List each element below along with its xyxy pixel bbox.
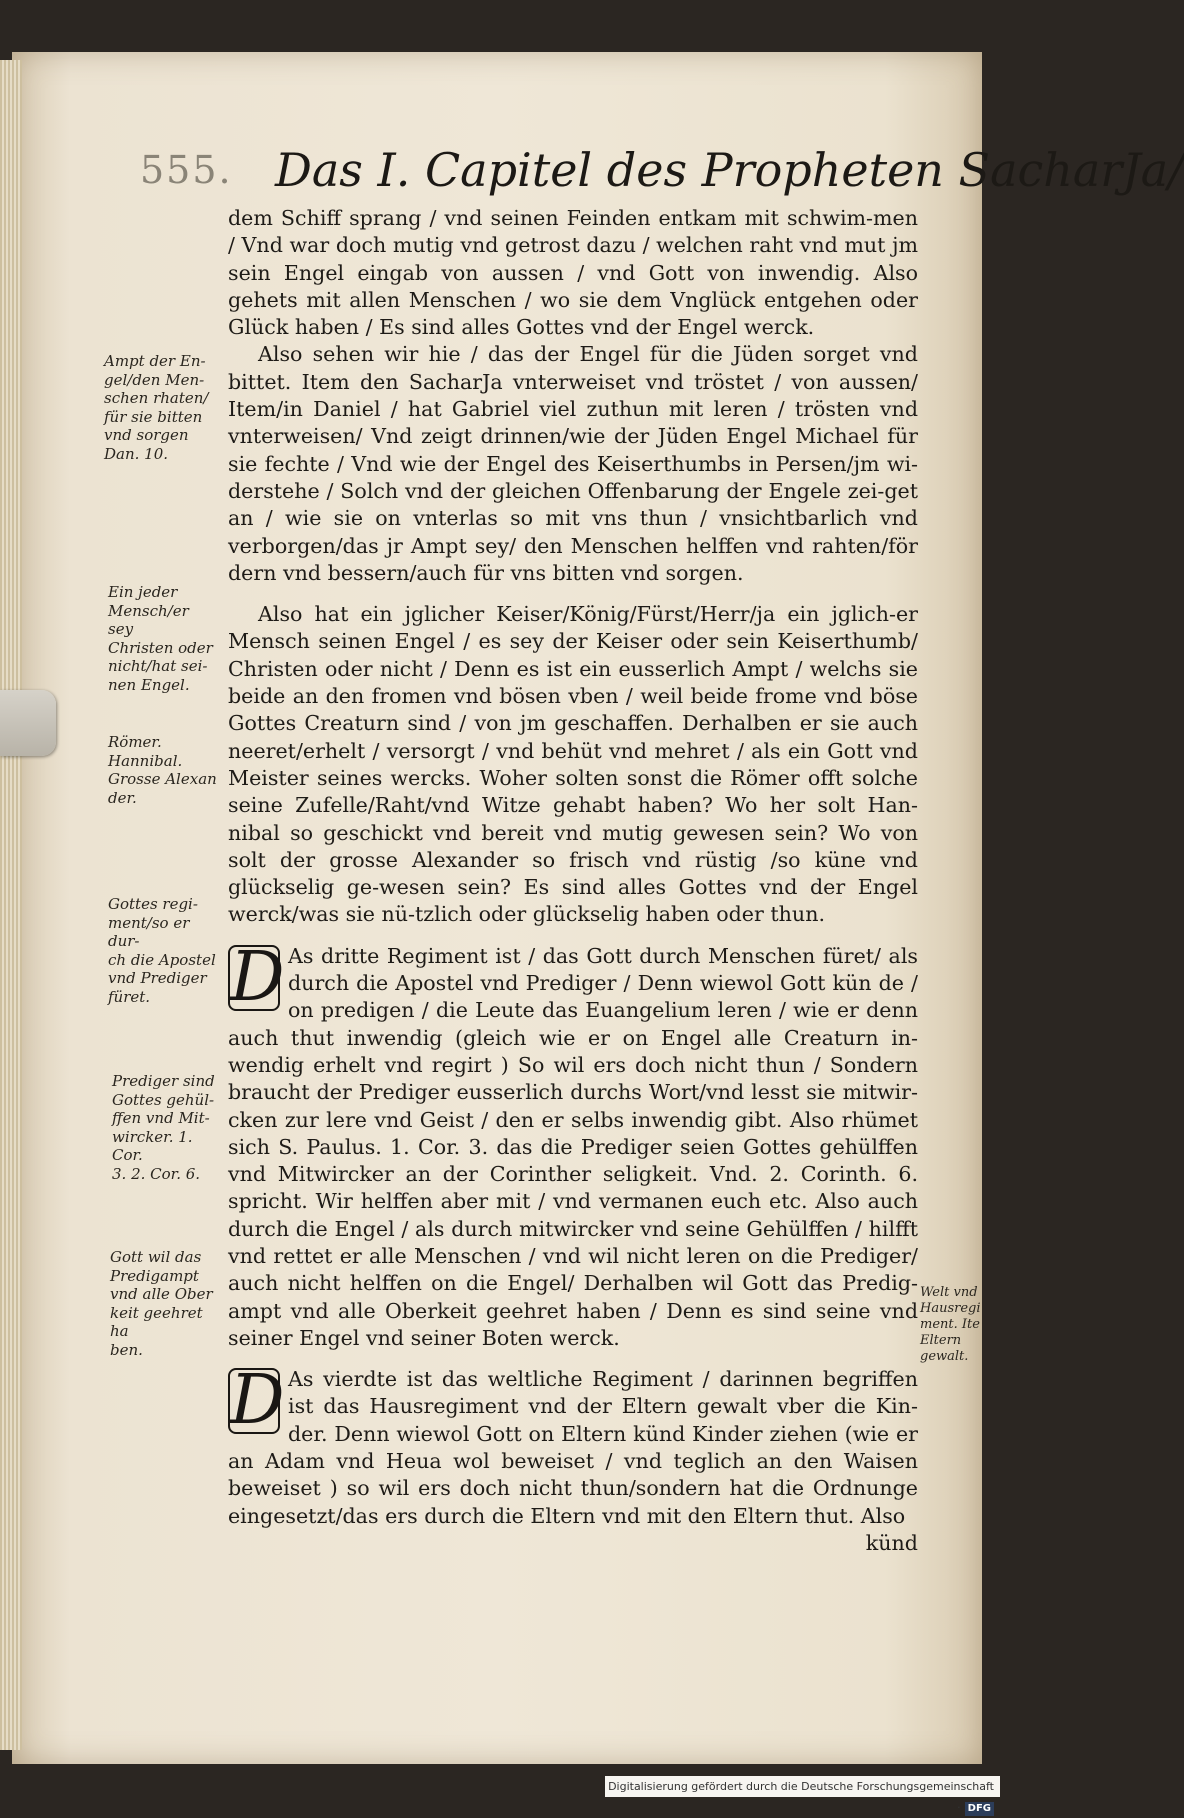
bookmark-tab [0, 690, 56, 756]
main-text-block [228, 205, 918, 1557]
paragraph-3: Also hat ein jglicher Keiser/König/Fürst/Herr/ja ein jglich-er Mensch seinen Engel / es sey der Keiser oder sein Keiserthumb/ Christen oder nicht / Denn es ist ein eusserlich Ampt / welchs sie beide an den fromen vnd bösen vben / weil beide frome vnd böse Gottes Creaturn sind / von jm geschaffen. Derhalben er sie auch neeret/erhelt / versorgt / vnd behüt vnd mehret / als ein Gott vnd Meister seines wercks. Woher solten sonst die Römer offt solche seine Zufelle/Raht/vnd Witze gehabt haben? Wo her solt Han-nibal so geschickt vnd bereit vnd mutig gewesen sein? Wo von solt der grosse Alexander so frisch vnd rüstig /so küne vnd glückselig ge-wesen sein? Es sind alles Gottes vnd der Engel werck/was sie nü-tzlich oder glückselig haben oder thun. [228, 602, 918, 927]
drop-cap-initial: D [230, 1361, 285, 1441]
margin-note-worldly-regiment: Welt vnd Hausregi ment. Ite Eltern gewalt. [920, 1285, 981, 1364]
paragraph-1: dem Schiff sprang / vnd seinen Feinden entkam mit schwim-men / Vnd war doch mutig vnd getrost dazu / welchen raht vnd mut jm sein Engel eingab von aussen / vnd Gott von inwendig. Also gehets mit allen Menschen / wo sie dem Vnglück entgehen oder Glück haben / Es sind alles Gottes vnd der Engel werck. [228, 206, 918, 340]
page-stack-edge [0, 60, 22, 1750]
section-3-paragraph [228, 937, 918, 1352]
margin-note-gods-regiment: Gottes regi- ment/so er dur- ch die Apostel vnd Prediger füret. [108, 895, 216, 1006]
drop-cap-initial: D [230, 937, 285, 1017]
margin-note-every-man-angel: Ein jeder Mensch/er sey Christen oder nicht/hat sei- nen Engel. [108, 583, 213, 694]
section-4-text: As vierdte ist das weltliche Regiment / darinnen begriffen ist das Hausregiment vnd der Eltern gewalt vber die Kin-der. Denn wiewol Gott on Eltern künd Kinder ziehen (wie er an Adam vnd Heua wol beweiset / vnd teglich an den Waisen beweiset ) so wil ers doch nicht thun/sondern hat die Ordnunge eingesetzt/das ers durch die Eltern vnd mit den Eltern thut. Also [228, 1367, 918, 1528]
section-3-text: As dritte Regiment ist / das Gott durch Menschen füret/ als durch die Apostel vnd Prediger / Denn wiewol Gott kün de / on predigen / die Leute das Euangelium leren / wie er denn auch thut inwendig (gleich wie er on Engel alle Creaturn in-wendig erhelt vnd regirt ) So wil ers doch nicht thun / Sondern braucht der Prediger eusserlich durchs Wort/vnd lesst sie mitwir-cken zur lere vnd Geist / den er selbs inwendig gibt. Also rhümet sich S. Paulus. 1. Cor. 3. das die Prediger seien Gottes gehülffen vnd Mitwircker an der Corinther seligkeit. Vnd. 2. Corinth. 6. spricht. Wir helffen aber mit / vnd vermanen euch etc. Also auch durch die Engel / als durch mitwircker vnd seine Gehülffen / hilfft vnd rettet er alle Menschen / vnd wil nicht leren on die Prediger/ auch nicht helffen on die Engel/ Derhalben wil Gott das Predig-ampt vnd alle Oberkeit geehret haben / Denn es sind seine vnd seiner Engel vnd seiner Boten werck. [228, 943, 918, 1350]
folio-number: 555. [140, 148, 233, 192]
credit-text: Digitalisierung gefördert durch die Deutsche Forschungsgemeinschaft · [608, 1780, 994, 1814]
catchword: künd [865, 1530, 918, 1555]
digitization-credit [605, 1776, 1000, 1814]
margin-note-romans-hannibal-alexander: Römer. Hannibal. Grosse Alexan der. [108, 733, 217, 807]
margin-note-preachers-helpers: Prediger sind Gottes gehül- ffen vnd Mit- wircker. 1. Cor. 3. 2. Cor. 6. [112, 1072, 215, 1183]
margin-note-honor-preaching: Gott wil das Predigampt vnd alle Ober keit geehret ha ben. [110, 1248, 213, 1359]
paragraph-2: Also sehen wir hie / das der Engel für die Jüden sorget vnd bittet. Item den SacharJa vnterweiset vnd tröstet / von aussen/ Item/in Daniel / hat Gabriel viel zuthun mit leren / trösten vnd vnterweisen/ Vnd zeigt drinnen/wie der Jüden Engel Michael für sie fechte / Vnd wie der Engel des Keiserthumbs in Persen/jm wi-derstehe / Solch vnd der gleichen Offenbarung der Engele zei-get an / wie sie on vnterlas so mit vns thun / vnsichtbarlich vnd verborgen/das jr Ampt sey/ den Menschen helffen vnd rahten/för dern vnd bessern/auch für vns bitten vnd sorgen. [228, 342, 918, 585]
running-title: Das I. Capitel des Propheten SacharJa/ [275, 143, 1184, 197]
dfg-logo: DFG [965, 1802, 994, 1816]
margin-note-angels-office: Ampt der En- gel/den Men- schen rhaten/ für sie bitten vnd sorgen Dan. 10. [104, 352, 209, 463]
section-4-paragraph [228, 1361, 918, 1530]
page-header [140, 128, 1184, 208]
